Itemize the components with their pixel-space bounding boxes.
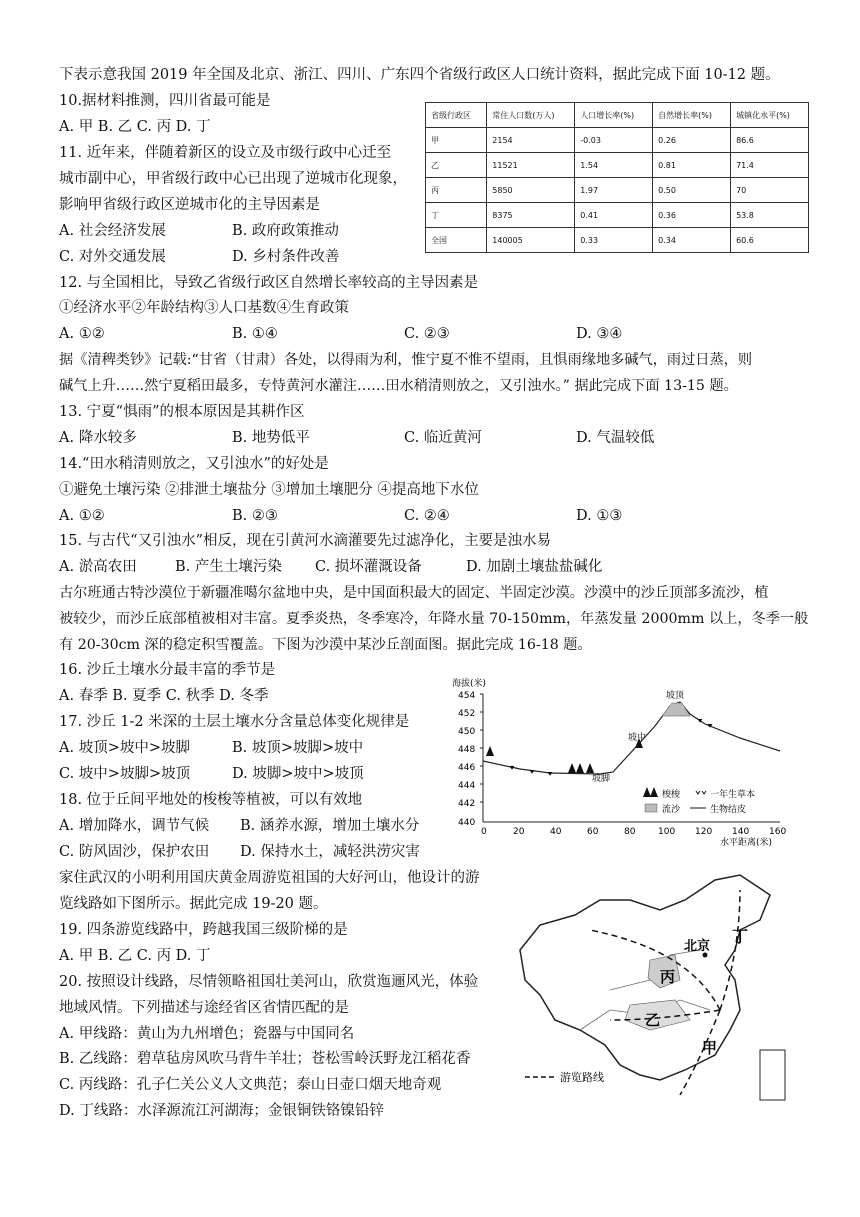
q12-option-c: C. ②③ xyxy=(404,326,450,342)
table-header: 城镇化水平(%) xyxy=(731,103,809,128)
x-axis-label: 水平距离(米) xyxy=(720,838,773,848)
route-map-figure xyxy=(510,870,790,1105)
q12-option-b: B. ①④ xyxy=(232,326,278,342)
y-tick-label: 450 xyxy=(458,727,476,737)
legend-route-label: 游览路线 xyxy=(560,1071,604,1084)
q18-option-d: D. 保持水土，减轻洪涝灾害 xyxy=(240,844,420,860)
table-cell: -0.03 xyxy=(575,128,653,153)
q10-stem: 10.据材料推测，四川省最可能是 xyxy=(59,93,271,109)
q20-option-b: B. 乙线路：碧草毡房风吹马背牛羊壮；苍松雪岭沃野龙江稻花香 xyxy=(59,1051,471,1067)
table-cell: 1.54 xyxy=(575,153,653,178)
q11-option-a: A. 社会经济发展 xyxy=(59,223,166,239)
y-ticks xyxy=(458,691,483,828)
passage-19-line2: 览线路如下图所示。据此完成 19-20 题。 xyxy=(59,896,328,912)
table-cell: 11521 xyxy=(487,153,575,178)
south-china-sea-inset xyxy=(760,1050,785,1100)
dune-legend xyxy=(643,787,755,815)
q15-option-a: A. 淤高农田 xyxy=(59,559,137,575)
dune-middle-label: 坡中 xyxy=(628,733,647,743)
q12-option-d: D. ③④ xyxy=(576,326,623,342)
q20-option-d: D. 丁线路：水泽源流江河湖海；金银铜铁铬镍铅锌 xyxy=(59,1103,384,1119)
table-cell: 70 xyxy=(731,178,809,203)
x-tick-label: 120 xyxy=(695,827,713,837)
q16-stem: 16. 沙丘土壤水分最丰富的季节是 xyxy=(59,662,276,678)
table-cell: 0.50 xyxy=(653,178,731,203)
dune-profile-figure xyxy=(450,676,790,856)
table-cell: 0.41 xyxy=(575,203,653,228)
q15-option-b: B. 产生土壤污染 xyxy=(175,559,282,575)
table-cell: 140005 xyxy=(487,228,575,253)
label-route-jia: 甲 xyxy=(702,1039,718,1057)
q17-stem: 17. 沙丘 1-2 米深的土层土壤水分含量总体变化规律是 xyxy=(59,714,410,730)
china-outline xyxy=(520,875,770,1080)
table-cell: 丁 xyxy=(426,203,487,228)
table-cell: 60.6 xyxy=(731,228,809,253)
table-cell: 甲 xyxy=(426,128,487,153)
table-cell: 2154 xyxy=(487,128,575,153)
q12-option-a: A. ①② xyxy=(59,326,105,342)
table-row xyxy=(426,153,809,178)
x-tick-label: 40 xyxy=(550,827,562,837)
label-beijing: 北京 xyxy=(684,939,711,954)
table-header: 常住人口数(万人) xyxy=(487,103,575,128)
dune-profile-svg xyxy=(450,676,790,856)
q13-option-b: B. 地势低平 xyxy=(232,430,310,446)
table-cell: 5850 xyxy=(487,178,575,203)
passage-19-line1: 家住武汉的小明利用国庆黄金周游览祖国的大好河山，他设计的游 xyxy=(59,870,480,886)
q11-option-b: B. 政府政策推动 xyxy=(232,223,339,239)
q16-options: A. 春季 B. 夏季 C. 秋季 D. 冬季 xyxy=(59,688,269,704)
x-tick-label: 60 xyxy=(587,827,599,837)
flowing-sand-area xyxy=(662,703,690,716)
table-header-row xyxy=(426,103,809,128)
saxaul-trees xyxy=(486,738,643,773)
q15-stem: 15. 与古代“又引浊水”相反，现在引黄河水滴灌要先过滤净化，主要是浊水易 xyxy=(59,533,551,549)
x-tick-label: 80 xyxy=(624,827,636,837)
q13-stem: 13. 宁夏“惧雨”的根本原因是其耕作区 xyxy=(59,404,305,420)
x-tick-label: 0 xyxy=(481,827,487,837)
intro-10-12: 下表示意我国 2019 年全国及北京、浙江、四川、广东四个省级行政区人口统计资料，据此完成下面 10-12 题。 xyxy=(59,67,780,83)
q14-option-c: C. ②④ xyxy=(404,508,450,524)
x-tick-label: 160 xyxy=(769,827,787,837)
q14-option-b: B. ②③ xyxy=(232,508,278,524)
q20-option-a: A. 甲线路：黄山为九州增色；瓷器与中国同名 xyxy=(59,1026,355,1042)
q18-option-b: B. 涵养水源，增加土壤水分 xyxy=(240,818,420,834)
dune-foot-label: 坡脚 xyxy=(592,774,611,784)
table-header: 人口增长率(%) xyxy=(575,103,653,128)
q13-option-a: A. 降水较多 xyxy=(59,430,137,446)
q11-option-d: D. 乡村条件改善 xyxy=(232,249,340,265)
table-cell: 0.33 xyxy=(575,228,653,253)
legend-annual-herb: 一年生草本 xyxy=(710,790,756,800)
passage-16-line3: 有 20-30cm 深的稳定积雪覆盖。下图为沙漠中某沙丘剖面图。据此完成 16-18 题。 xyxy=(59,637,592,653)
q17-option-a: A. 坡顶>坡中>坡脚 xyxy=(59,740,190,756)
q20-option-c: C. 丙线路：孔子仁关公义人文典范；泰山日壶口烟天地奇观 xyxy=(59,1077,442,1093)
y-tick-label: 442 xyxy=(458,799,476,809)
q10-options: A. 甲 B. 乙 C. 丙 D. 丁 xyxy=(59,119,211,135)
q20-line1: 20. 按照设计线路，尽情领略祖国壮美河山，欣赏迤逦风光，体验 xyxy=(59,974,479,990)
q18-option-a: A. 增加降水，调节气候 xyxy=(59,818,210,834)
legend-biological-crust: 生物结皮 xyxy=(710,805,747,815)
passage-16-line1: 古尔班通古特沙漠位于新疆准噶尔盆地中央，是中国面积最大的固定、半固定沙漠。沙漠中的沙丘顶部多流沙，植 xyxy=(59,585,769,601)
q19-stem: 19. 四条游览线路中，跨越我国三级阶梯的是 xyxy=(59,922,348,938)
y-tick-label: 448 xyxy=(458,745,476,755)
table-cell: 全国 xyxy=(426,228,487,253)
annual-herb-marks xyxy=(510,719,712,775)
x-tick-label: 140 xyxy=(732,827,750,837)
q13-option-d: D. 气温较低 xyxy=(576,430,655,446)
table-cell: 71.4 xyxy=(731,153,809,178)
y-tick-label: 452 xyxy=(458,709,476,719)
table-cell: 乙 xyxy=(426,153,487,178)
y-tick-label: 444 xyxy=(458,781,476,791)
legend-flowing-sand: 流沙 xyxy=(662,805,681,815)
q15-option-d: D. 加剧土壤盐盐碱化 xyxy=(466,559,603,575)
table-cell: 丙 xyxy=(426,178,487,203)
q14-items: ①避免土壤污染 ②排泄土壤盐分 ③增加土壤肥分 ④提高地下水位 xyxy=(59,482,479,498)
table-row xyxy=(426,128,809,153)
q11-line1: 11. 近年来，伴随着新区的设立及市级行政中心迁至 xyxy=(59,145,392,161)
x-tick-label: 100 xyxy=(658,827,676,837)
q14-option-d: D. ①③ xyxy=(576,508,623,524)
label-route-yi: 乙 xyxy=(645,1011,661,1029)
table-row xyxy=(426,178,809,203)
x-ticks xyxy=(481,827,786,837)
table-header: 自然增长率(%) xyxy=(653,103,731,128)
q14-stem: 14.“田水稍清则放之，又引浊水”的好处是 xyxy=(59,456,329,472)
label-route-ding: 丁 xyxy=(732,927,749,946)
passage-13-line1: 据《清稗类钞》记载:“甘省（甘肃）各处，以得雨为利，惟宁夏不惟不望雨，且惧雨缘地多碱气，雨过日蒸，则 xyxy=(59,352,753,368)
q11-line2: 城市副中心，甲省级行政中心已出现了逆城市化现象， xyxy=(59,171,407,187)
table-cell: 0.81 xyxy=(653,153,731,178)
q11-line3: 影响甲省级行政区逆城市化的主导因素是 xyxy=(59,197,320,213)
table-cell: 86.6 xyxy=(731,128,809,153)
table-row xyxy=(426,228,809,253)
passage-13-line2: 碱气上升……然宁夏稻田最多，专恃黄河水灌注……田水稍清则放之，又引浊水。” 据此完成下面 13-15 题。 xyxy=(59,378,738,394)
table-cell: 8375 xyxy=(487,203,575,228)
q12-items: ①经济水平②年龄结构③人口基数④生育政策 xyxy=(59,300,349,316)
q20-line2: 地域风情。下列描述与途经省区省情匹配的是 xyxy=(59,1000,349,1016)
table-header: 省级行政区 xyxy=(426,103,487,128)
y-axis-label: 海拔(米) xyxy=(452,679,487,689)
y-tick-label: 440 xyxy=(458,818,476,828)
q15-option-c: C. 损坏灌溉设备 xyxy=(315,559,422,575)
x-tick-label: 20 xyxy=(513,827,525,837)
q17-option-b: B. 坡顶>坡脚>坡中 xyxy=(232,740,364,756)
passage-16-line2: 被较少，而沙丘底部植被相对丰富。夏季炎热，冬季寒冷，年降水量 70-150mm，年蒸发量 2000mm 以上，冬季一般 xyxy=(59,611,809,627)
y-tick-label: 454 xyxy=(458,691,476,701)
q11-option-c: C. 对外交通发展 xyxy=(59,249,166,265)
y-tick-label: 446 xyxy=(458,763,476,773)
route-map-svg xyxy=(510,870,790,1105)
legend-saxaul: 梭梭 xyxy=(662,790,681,800)
q18-option-c: C. 防风固沙，保护农田 xyxy=(59,844,210,860)
q18-stem: 18. 位于丘间平地处的梭梭等植被，可以有效地 xyxy=(59,792,363,808)
q17-option-c: C. 坡中>坡脚>坡顶 xyxy=(59,766,191,782)
table-cell: 0.36 xyxy=(653,203,731,228)
table-cell: 0.26 xyxy=(653,128,731,153)
q14-option-a: A. ①② xyxy=(59,508,105,524)
dune-top-label: 坡顶 xyxy=(666,691,685,701)
table-row xyxy=(426,203,809,228)
q13-option-c: C. 临近黄河 xyxy=(404,430,482,446)
population-table xyxy=(425,102,809,253)
q19-options: A. 甲 B. 乙 C. 丙 D. 丁 xyxy=(59,948,211,964)
q17-option-d: D. 坡脚>坡中>坡顶 xyxy=(232,766,364,782)
q12-stem: 12. 与全国相比，导致乙省级行政区自然增长率较高的主导因素是 xyxy=(59,275,479,291)
table-cell: 0.34 xyxy=(653,228,731,253)
table-cell: 53.8 xyxy=(731,203,809,228)
label-route-bing: 丙 xyxy=(660,968,676,986)
table-cell: 1.97 xyxy=(575,178,653,203)
